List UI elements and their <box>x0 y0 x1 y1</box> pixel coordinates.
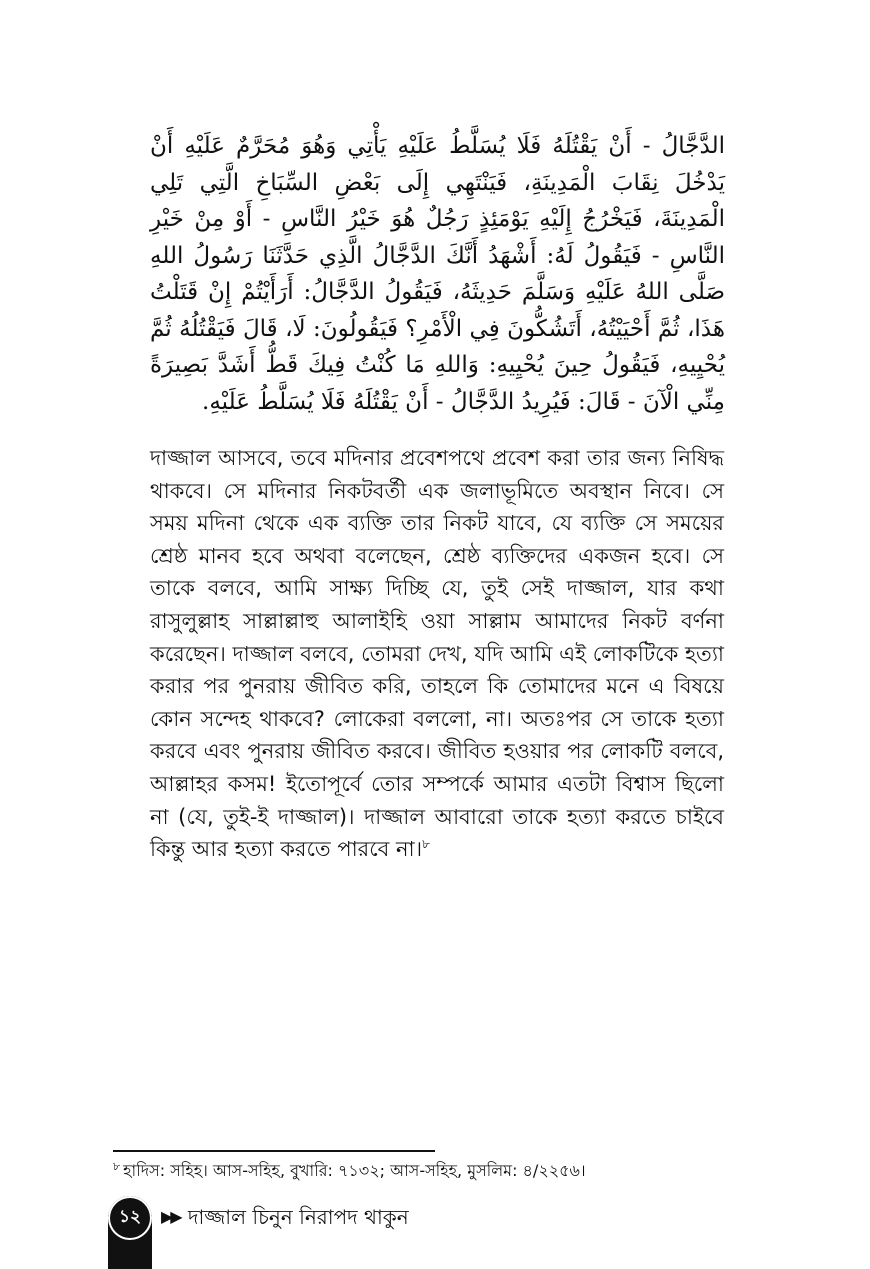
footnote <box>113 1160 753 1182</box>
arabic-paragraph: الدَّجَّالُ - أَنْ يَقْتُلَهُ فَلَا يُسَلَّطُ عَلَيْهِ يَأْتِي وَهُوَ مُحَرَّمٌ عَلَيْهِ أَنْ يَدْخُلَ نِقَابَ الْمَدِينَةِ، فَيَنْتَهِي إِلَى بَعْضِ السِّبَاخِ الَّتِي تَلِي الْمَدِينَةَ، فَيَخْرُجُ إِلَيْهِ يَوْمَئِذٍ رَجُلٌ هُوَ خَيْرُ النَّاسِ - أَوْ مِنْ خَيْرِ النَّاسِ - فَيَقُولُ لَهُ: أَشْهَدُ أَنَّكَ الدَّجَّالُ الَّذِي حَدَّثَنَا رَسُولُ اللهِ صَلَّى اللهُ عَلَيْهِ وَسَلَّمَ حَدِيثَهُ، فَيَقُولُ الدَّجَّالُ: أَرَأَيْتُمْ إِنْ قَتَلْتُ هَذَا، ثُمَّ أَحْيَيْتُهُ، أَتَشُكُّونَ فِي الْأَمْرِ؟ فَيَقُولُونَ: لَا، قَالَ فَيَقْتُلُهُ ثُمَّ يُحْيِيهِ، فَيَقُولُ حِينَ يُحْيِيهِ: وَاللهِ مَا كُنْتُ فِيكَ قَطُّ أَشَدَّ بَصِيرَةً مِنِّي الْآنَ - قَالَ: فَيُرِيدُ الدَّجَّالُ - أَنْ يَقْتُلَهُ فَلَا يُسَلَّطُ عَلَيْهِ. <box>150 133 725 415</box>
bengali-translation <box>150 442 724 866</box>
arabic-hadith-text <box>150 128 725 420</box>
footnote-divider <box>113 1150 435 1152</box>
double-arrow-icon: ▶▶ <box>161 1207 180 1226</box>
page-number: ১২ <box>108 1196 152 1240</box>
footnote-reference[interactable]: ৮ <box>422 837 430 852</box>
running-footer-title: দাজ্জাল চিনুন নিরাপদ থাকুন <box>188 1205 409 1229</box>
footnote-text: হাদিস: সহিহ। আস-সহিহ, বুখারি: ৭১৩২; আস-সহিহ, মুসলিম: ৪/২২৫৬। <box>123 1161 586 1180</box>
bengali-paragraph <box>150 442 724 866</box>
bengali-paragraph-text: দাজ্জাল আসবে, তবে মদিনার প্রবেশপথে প্রবেশ করা তার জন্য নিষিদ্ধ থাকবে। সে মদিনার নিকটবর্তী এক জলাভূমিতে অবস্থান নিবে। সে সময় মদিনা থেকে এক ব্যক্তি তার নিকট যাবে, যে ব্যক্তি সে সময়ের শ্রেষ্ঠ মানব হবে অথবা বলেছেন, শ্রেষ্ঠ ব্যক্তিদের একজন হবে। সে তাকে বলবে, আমি সাক্ষ্য দিচ্ছি যে, তুই সেই দাজ্জাল, যার কথা রাসুলুল্লাহ সাল্লাল্লাহু আলাইহি ওয়া সাল্লাম আমাদের নিকট বর্ণনা করেছেন। দাজ্জাল বলবে, তোমরা দেখ, যদি আমি এই লোকটিকে হত্যা করার পর পুনরায় জীবিত করি, তাহলে কি তোমাদের মনে এ বিষয়ে কোন সন্দেহ থাকবে? লোকেরা বললো, না। অতঃপর সে তাকে হত্যা করবে এবং পুনরায় জীবিত করবে। জীবিত হওয়ার পর লোকটি বলবে, আল্লাহর কসম! ইতোপূর্বে তোর সম্পর্কে আমার এতটা বিশ্বাস ছিলো না (যে, তুই-ই দাজ্জাল)। দাজ্জাল আবারো তাকে হত্যা করতে চাইবে কিন্তু আর হত্যা করতে পারবে না। <box>150 446 724 862</box>
footnote-marker: ৮ <box>113 1159 121 1173</box>
